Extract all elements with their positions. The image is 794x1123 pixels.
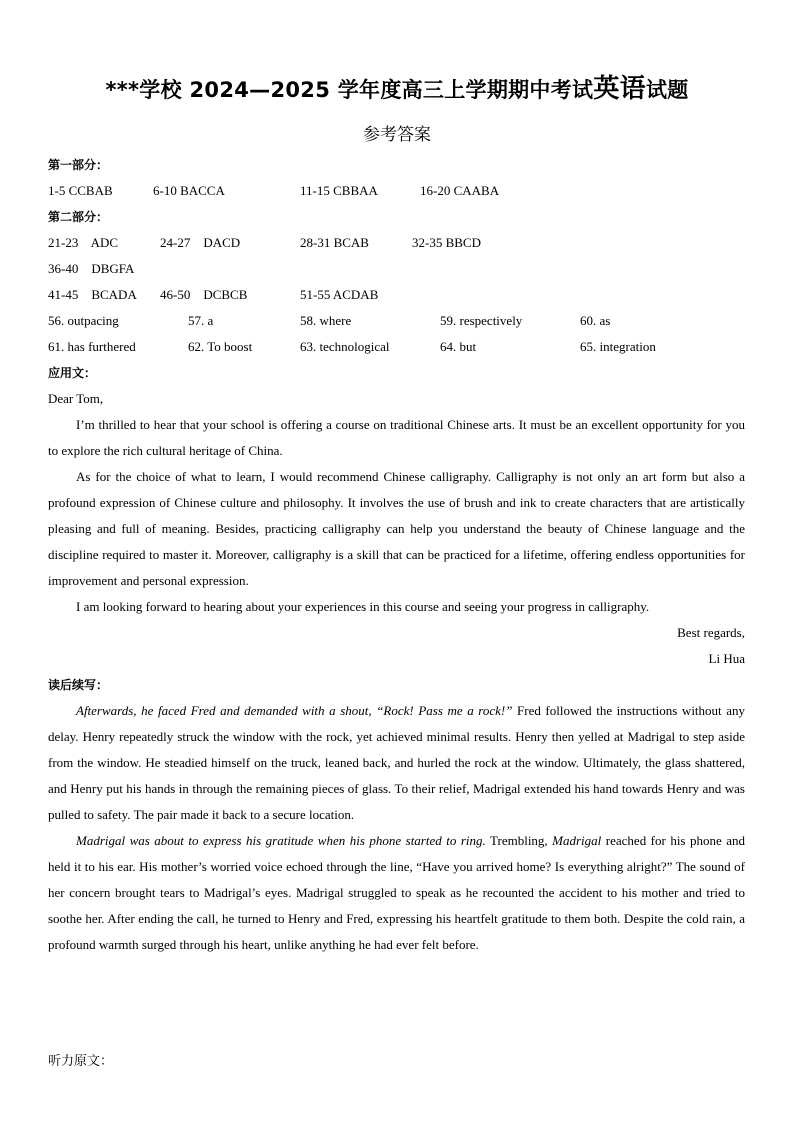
letter-signature: Li Hua: [708, 651, 745, 666]
answer-item: 59. respectively: [440, 313, 523, 328]
title-part1: ***学校 2024—2025 学年度高三上学期期中考试: [105, 78, 594, 102]
story-paragraph: Madrigal was about to express his gratitude when his phone started to ring. Trembling, Madrigal reached for his phone and held it to his ear. His mother’s worried voice echoed through the line, “Have you arrived home? Is everything alright?” The sound of her concern brought tears to Madrigal’s eyes. Madrigal struggled to speak as he recounted the accident to his mother and tried to soothe her. After ending the call, he turned to Henry and Fred, expressing his heartfelt gratitude to them both. Despite the cold rain, a profound warmth surged through his heart, unlike anything he had ever felt before.: [48, 833, 746, 952]
answer-group: 41-45 BCADA: [48, 287, 137, 302]
writing-heading: 应用文：: [48, 366, 97, 380]
answer-group: 6-10 BACCA: [153, 183, 225, 198]
answer-group: 28-31 BCAB: [300, 235, 369, 250]
answer-group: 11-15 CBBAA: [300, 183, 378, 198]
letter-paragraph: I’m thrilled to hear that your school is offering a course on traditional Chinese arts. It must be an excellent opportunity for you to explore the rich cultural heritage of China.: [48, 417, 745, 458]
title-part3: 试题: [645, 78, 689, 102]
answer-item: 56. outpacing: [48, 313, 119, 328]
section2-heading: 第二部分：: [48, 210, 109, 224]
letter-paragraph: As for the choice of what to learn, I would recommend Chinese calligraphy. Calligraphy is not only an art form but also a profound expression of Chinese culture and philosophy. It involves the use of brush and ink to create characters that are artistically pleasing and full of meaning. Besides, practicing calligraphy can help you understand the beauty of Chinese language and the discipline required to master it. Moreover, calligraphy is a skill that can be practiced for a lifetime, offering endless opportunities for improvement and personal expression.: [48, 469, 745, 588]
answer-group: 24-27 DACD: [160, 235, 241, 250]
answer-group: 21-23 ADC: [48, 235, 119, 250]
answer-group: 32-35 BBCD: [412, 235, 481, 250]
answer-item: 58. where: [300, 313, 352, 328]
section1-heading: 第一部分：: [48, 158, 109, 172]
listening-heading: 听力原文：: [48, 1054, 114, 1069]
answer-item: 65. integration: [580, 339, 656, 354]
answer-item: 62. To boost: [188, 339, 253, 354]
page-title: [0, 68, 794, 105]
answer-item: 57. a: [188, 313, 214, 328]
answer-item: 60. as: [580, 313, 611, 328]
title-subject: 英语: [593, 74, 646, 104]
answer-group: 36-40 DBGFA: [48, 261, 135, 276]
letter-salutation: Dear Tom,: [48, 391, 104, 406]
story-paragraph: Afterwards, he faced Fred and demanded with a shout, “Rock! Pass me a rock!” Fred followed the instructions without any delay. Henry repeatedly struck the window with the rock, yet achieved minimal results. Henry then yelled at Madrigal to step aside from the window. He steadied himself on the truck, leaned back, and hurled the rock at the window. Ultimately, the glass shattered, and Henry put his hands in through the remaining pieces of glass. To their relief, Madrigal extended his hand towards Henry and was pulled to safety. The pair made it back to a secure location.: [48, 703, 745, 822]
answer-item: 63. technological: [300, 339, 390, 354]
answer-item: 64. but: [440, 339, 477, 354]
continuation-heading: 读后续写：: [48, 678, 109, 692]
letter-paragraph: I am looking forward to hearing about your experiences in this course and seeing your progress in calligraphy.: [76, 599, 650, 614]
answer-item: 61. has furthered: [48, 339, 136, 354]
answer-group: 51-55 ACDAB: [300, 287, 379, 302]
answer-group: 1-5 CCBAB: [48, 183, 113, 198]
answer-group: 16-20 CAABA: [420, 183, 500, 198]
answer-group: 46-50 DCBCB: [160, 287, 248, 302]
page-subtitle: 参考答案: [363, 125, 431, 145]
letter-closing: Best regards,: [677, 625, 745, 640]
